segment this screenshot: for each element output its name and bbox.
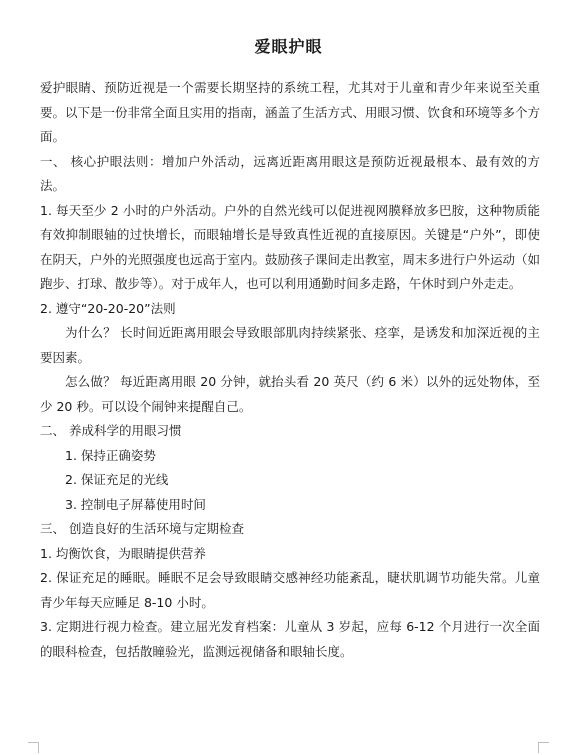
section-3-item-3: 3. 定期进行视力检查。建立屈光发育档案：儿童从 3 岁起，应每 6-12 个月进行一次全面的眼科检查，包括散瞳验光，监测远视储备和眼轴长度。 xyxy=(40,619,540,659)
page-margin-mark-right xyxy=(538,742,549,753)
section-1-item-2-why: 为什么？ 长时间近距离用眼会导致眼部肌肉持续紧张、痉挛，是诱发和加深近视的主要因素。 xyxy=(40,325,540,365)
section-2-item-1: 1. 保持正确姿势 xyxy=(65,447,156,463)
document-title: 爱眼护眼 xyxy=(254,37,323,56)
section-1-heading: 一、 核心护眼法则：增加户外活动，远离近距离用眼这是预防近视最根本、最有效的方法。 xyxy=(40,153,540,193)
section-2-heading: 二、 养成科学的用眼习惯 xyxy=(40,423,182,438)
section-2-item-3: 3. 控制电子屏幕使用时间 xyxy=(65,496,206,512)
section-1-item-2: 2. 遵守“20-20-20”法则 xyxy=(40,300,176,316)
document-body xyxy=(40,76,540,664)
section-3-heading: 三、 创造良好的生活环境与定期检查 xyxy=(40,521,244,536)
section-1-item-1: 1. 每天至少 2 小时的户外活动。户外的自然光线可以促进视网膜释放多巴胺，这种物质能有效抑制眼轴的过快增长，而眼轴增长是导致真性近视的直接原因。关键是“户外”，即使在阴天，户外的光照强度也远高于室内。鼓励孩子课间走出教室，周末多进行户外运动（如跑步、打球、散步等）。对于成年人，也可以利用通勤时间多走路，午休时到户外走走。 xyxy=(40,202,541,291)
intro-paragraph: 爱护眼睛、预防近视是一个需要长期坚持的系统工程，尤其对于儿童和青少年来说至关重要。以下是一份非常全面且实用的指南，涵盖了生活方式、用眼习惯、饮食和环境等多个方面。 xyxy=(40,80,541,144)
section-3-item-2: 2. 保证充足的睡眠。睡眠不足会导致眼睛交感神经功能紊乱，睫状肌调节功能失常。儿童青少年每天应睡足 8-10 小时。 xyxy=(40,570,540,610)
section-2-item-2: 2. 保证充足的光线 xyxy=(65,472,169,487)
section-1-item-2-how: 怎么做？ 每近距离用眼 20 分钟，就抬头看 20 英尺（约 6 米）以外的远处物体，至少 20 秒。可以设个闹钟来提醒自己。 xyxy=(40,374,540,414)
page-margin-mark-left xyxy=(28,742,39,753)
section-3-item-1: 1. 均衡饮食，为眼睛提供营养 xyxy=(40,545,206,561)
